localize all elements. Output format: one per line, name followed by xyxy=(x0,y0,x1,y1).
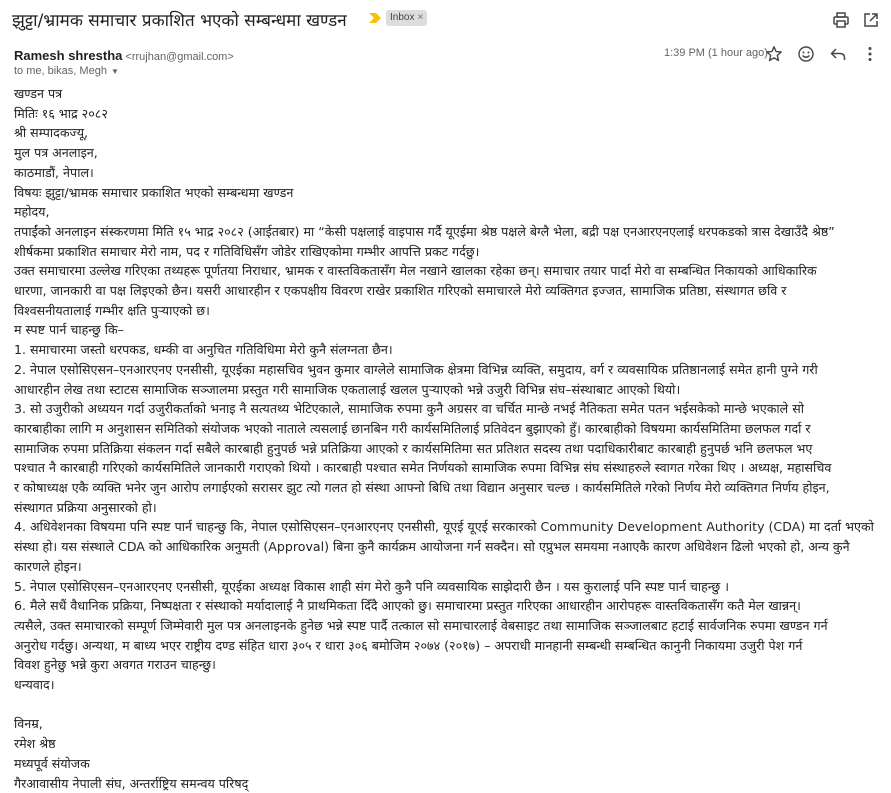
sender-name[interactable]: Ramesh shrestha xyxy=(14,48,123,63)
body-line: 2. नेपाल एसोसिएसन–एनआरएनए एनसीसी, यूएईका महासचिव भुवन कुमार वाग्लेले सामाजिक क्षेत्रमा विभिन्न व्यक्ति, समुदाय, वर्ग र व्यवसायिक प्रतिष्ठानलाई समेत हानी पुग्ने गरी xyxy=(14,361,818,377)
body-line: कारणले होइन। xyxy=(14,558,82,574)
body-line: त्यसैले, उक्त समाचारको सम्पूर्ण जिम्मेवारी मुल पत्र अनलाइनके हुनेछ भन्ने स्पष्ट पार्दै तत्काल सो समाचारलाई वेबसाइट तथा सामाजिक सञ्जालबाट हटाई सार्वजनिक रुपमा खण्डन गर्न xyxy=(14,617,828,633)
blank-line xyxy=(14,695,886,715)
body-line: 1. समाचारमा जस्तो धरपकड, धम्की वा अनुचित गतिविधिमा मेरो कुनै संलग्नता छैन। xyxy=(14,342,393,358)
body-line: मुल पत्र अनलाइन, xyxy=(14,145,98,161)
body-line: संस्थागत प्रक्रिया अनुसारको हो। xyxy=(14,499,157,515)
body-line: विश्वसनीयतालाई गम्भीर क्षति पुऱ्याएको छ। xyxy=(14,302,210,318)
body-line: सामाजिक रुपमा प्रतिक्रिया संकलन गर्दा सबैले कारबाही हुनुपर्छ भन्ने प्रतिक्रिया आएको र कार्यसमितिमा सत प्रतिशत सदस्य तथा पदाधिकारीबाट कारबाही हुनुपर्छ भनि छलफल भए xyxy=(14,440,813,456)
body-line: पश्चात नै कारबाही गरिएको कार्यसमितिले जानकारी गराएको थियो । कारबाही पश्चात समेत निर्णयको सामाजिक रुपमा विभिन्न संघ संस्थाहरुले स्वागत गरेका थिए । अध्यक्ष, महासचिव xyxy=(14,460,832,476)
chevron-down-icon[interactable]: ▼ xyxy=(110,67,119,76)
body-line: 6. मैले सधैं वैधानिक प्रक्रिया, निष्पक्षता र संस्थाको मर्यादालाई नै प्राथमिकता दिँदै आएको छु। समाचारमा प्रस्तुत गरिएका आधारहीन आरोपहरू वास्तविकतासँग कतै मेल खान्नन्। xyxy=(14,598,801,614)
signature-line: रमेश श्रेष्ठ xyxy=(14,736,56,752)
body-line: 4. अधिवेशनका विषयमा पनि स्पष्ट पार्न चाहन्छु कि, नेपाल एसोसिएसन–एनआरएनए एनसीसी, यूएई यूएई सरकारको Community Development Authority (CDA) मा दर्ता भएको xyxy=(14,519,874,535)
star-icon[interactable] xyxy=(765,45,783,63)
body-line: खण्डन पत्र xyxy=(14,86,63,101)
recipients-toggle[interactable] xyxy=(14,65,119,77)
body-line: विवश हुनेछु भन्ने कुरा अवगत गराउन चाहन्छु। xyxy=(14,657,216,673)
body-line: संस्था हो। यस संस्थाले CDA को आधिकारिक अनुमती (Approval) बिना कुनै कार्यक्रम आयोजना गर्न सक्दैन। सो एप्रुभल समयमा नआएकै कारण अधिवेशन ढिलो भएको हो, अन्य कुनै xyxy=(14,539,850,555)
email-timestamp: 1:39 PM (1 hour ago) xyxy=(664,47,768,59)
body-line: मितिः १६ भाद्र २०८२ xyxy=(14,105,108,121)
body-line: र कोषाध्यक्ष एकै व्यक्ति भनेर जुन आरोप लगाईएको सरासर झुट त्यो गलत हो संस्था आफ्नो बिधि तथा विद्यान अनुसार चल्छ । कार्यसमितिले गरेको निर्णय मेरो व्यक्तिगत निर्णय होइन, xyxy=(14,480,830,496)
sender-line xyxy=(14,47,234,65)
body-line: तपाईंको अनलाइन संस्करणमा मिति १५ भाद्र २०८२ (आईतबार) मा “केसी पक्षलाई वाइपास गर्दै यूएईमा श्रेष्ठ पक्षले बेग्लै भेला, बद्री पक्ष एनआरएनएलाई धरपकडको त्रास देखाउँदै श्रेष्ठ” xyxy=(14,223,835,239)
body-line: शीर्षकमा प्रकाशित समाचार मेरो नाम, पद र गतिविधिसँग जोडेर राखिएकोमा गम्भीर आपत्ति प्रकट गर्दछु। xyxy=(14,243,480,259)
recipients-text: to me, bikas, Megh xyxy=(14,65,107,77)
body-line: आधारहीन लेख तथा स्टाटस सामाजिक सञ्जालमा प्रस्तुत गरी सामाजिक एकतालाई खलल पुऱ्याएको भन्ने उजुरी विभिन्न संघ–संस्थाबाट आएको थियो। xyxy=(14,381,681,397)
open-in-new-window-icon[interactable] xyxy=(862,11,880,29)
importance-marker-icon[interactable] xyxy=(368,12,382,24)
email-header xyxy=(0,0,891,40)
email-body xyxy=(14,84,886,793)
body-line: महोदय, xyxy=(14,204,50,220)
inbox-label-text: Inbox xyxy=(390,12,415,23)
remove-label-icon[interactable]: × xyxy=(417,12,424,23)
sender-email: <rrujhan@gmail.com> xyxy=(125,51,234,63)
reply-icon[interactable] xyxy=(829,45,847,63)
body-line: 5. नेपाल एसोसिएसन–एनआरएनए एनसीसी, यूएईका अध्यक्ष विकास शाही संग मेरो कुनै पनि व्यवसायिक साझेदारी छैन । यस कुरालाई पनि स्पष्ट पार्न चाहन्छु । xyxy=(14,578,730,594)
body-line: उक्त समाचारमा उल्लेख गरिएका तथ्यहरू पूर्णतया निराधार, भ्रामक र वास्तविकतासँग मेल नखाने खालका रहेका छन्। समाचार तयार पार्दा मेरो वा सम्बन्धित निकायको आधिकारिक xyxy=(14,263,817,279)
inbox-label-chip[interactable] xyxy=(386,10,427,26)
body-line: धन्यवाद। xyxy=(14,677,55,693)
body-line: श्री सम्पादकज्यू, xyxy=(14,125,88,141)
signature-line: गैरआवासीय नेपाली संघ, अन्तर्राष्ट्रिय समन्वय परिषद् xyxy=(14,775,249,791)
body-line: म स्पष्ट पार्न चाहन्छु कि– xyxy=(14,322,124,338)
emoji-reaction-icon[interactable] xyxy=(797,45,815,63)
more-vertical-icon[interactable] xyxy=(861,45,879,63)
body-line: 3. सो उजुरीको अध्ययन गर्दा उजुरीकर्ताको भनाइ नै सत्यतथ्य भेटिएकाले, सामाजिक रुपमा कुनै अग्रसर वा चर्चित मान्छे नभई नैतिकता समेत पतन भईसकेको मान्छे भएकाले सो xyxy=(14,401,805,417)
print-icon[interactable] xyxy=(832,11,850,29)
email-subject: झुट्टा/भ्रामक समाचार प्रकाशित भएको सम्बन्धमा खण्डन xyxy=(12,11,347,31)
signature-line: विनम्र, xyxy=(14,716,43,732)
body-line: धारणा, जानकारी वा पक्ष लिइएको छैन। यसरी आधारहीन र एकपक्षीय विवरण राखेर प्रकाशित गरिएको समाचारले मेरो व्यक्तिगत इज्जत, सामाजिक प्रतिष्ठा, संस्थागत छवि र xyxy=(14,283,787,299)
signature-line: मध्यपूर्व संयोजक xyxy=(14,755,90,771)
body-line: विषयः झुट्टा/भ्रामक समाचार प्रकाशित भएको सम्बन्धमा खण्डन xyxy=(14,184,294,200)
body-line: कारबाहीका लागि म अनुशासन समितिको संयोजक भएको नाताले त्यसलाई छानबिन गरी कार्यसमितिलाई प्रतिवेदन बुझाएको हुँ। कारबाहीको विषयमा कार्यसमितिमा छलफल गर्दा र xyxy=(14,420,811,436)
body-line: काठमाडौं, नेपाल। xyxy=(14,164,94,180)
body-line: अनुरोध गर्दछु। अन्यथा, म बाध्य भएर राष्ट्रीय दण्ड संहित धारा ३०५ र धारा ३०६ बमोजिम २०७४ (२०१७) – अपराधी मानहानी सम्बन्धी सम्बन्धित कानुनी निकायमा उजुरी पेश गर्न xyxy=(14,637,803,653)
